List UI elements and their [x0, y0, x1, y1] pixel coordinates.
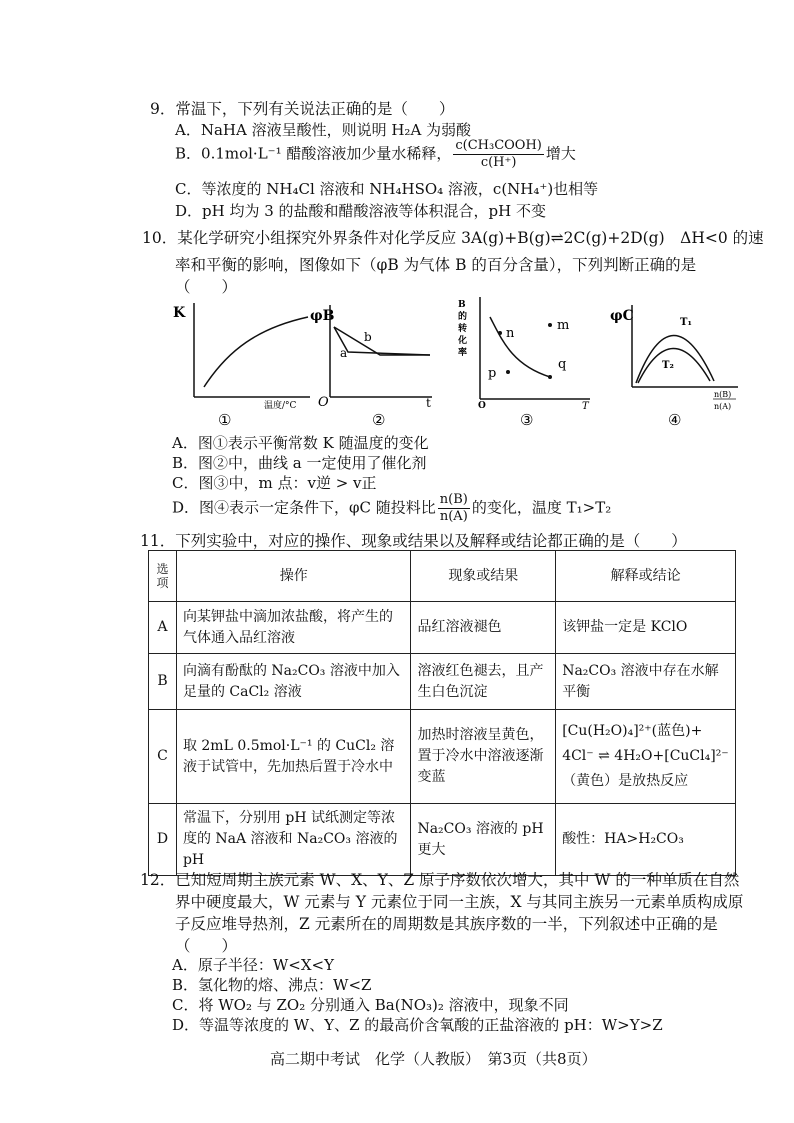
q9-option-b	[175, 138, 576, 171]
q10-option-c: C．图③中，m 点：v逆 > v正	[172, 474, 377, 492]
q10-option-b: B．图②中，曲线 a 一定使用了催化剂	[172, 454, 427, 472]
q10-option-d	[172, 492, 611, 525]
table-row	[149, 804, 736, 876]
q10-option-a: A．图①表示平衡常数 K 随温度的变化	[172, 434, 429, 452]
row-d-operation: 常温下，分别用 pH 试纸测定等浓度的 NaA 溶液和 Na₂CO₃ 溶液的 pH	[176, 804, 411, 876]
row-a-conclusion: 该钾盐一定是 KClO	[556, 602, 736, 654]
graph3-label-p: p	[488, 366, 497, 381]
graph2-curve-a	[334, 327, 430, 355]
q12-option-a: A．原子半径：W<X<Y	[172, 956, 334, 974]
graph4-xlabel-den: n(A)	[714, 402, 732, 411]
q12-stem-line4: （ ）	[175, 937, 238, 955]
graph4-number: ④	[668, 411, 682, 429]
page-footer: 高二期中考试 化学（人教版） 第3页（共8页）	[270, 1050, 597, 1068]
graph3-xlabel: T	[582, 401, 589, 412]
row-b-option: B	[149, 654, 177, 710]
graph-2	[310, 295, 440, 435]
q12-option-b: B．氢化物的熔、沸点：W<Z	[172, 976, 372, 994]
graph3-label-m: m	[557, 318, 570, 333]
graph3-label-q: q	[558, 357, 567, 372]
graph3-point-p	[506, 370, 510, 374]
q10-option-d-text: D．图④表示一定条件下，φC 随投料比	[172, 498, 436, 517]
row-b-phenomenon: 溶液红色褪去，且产生白色沉淀	[411, 654, 556, 710]
graph3-curve	[490, 317, 550, 377]
header-conclusion: 解释或结论	[556, 551, 736, 602]
graph-1	[168, 295, 318, 435]
graph4-ylabel: φC	[610, 308, 634, 324]
q11-table	[148, 550, 736, 876]
graph1-number: ①	[218, 411, 232, 429]
table-row	[149, 654, 736, 710]
table-row	[149, 602, 736, 654]
q9-fraction-den: c(H⁺)	[480, 155, 517, 170]
table-header-row	[149, 551, 736, 602]
q12-option-d: D．等温等浓度的 W、Y、Z 的最高价含氧酸的正盐溶液的 pH：W>Y>Z	[172, 1016, 663, 1034]
graph3-ylabel-2: 的	[458, 312, 468, 322]
graph4-curve-t1	[636, 335, 714, 383]
header-phenomenon: 现象或结果	[411, 551, 556, 602]
row-d-phenomenon: Na₂CO₃ 溶液的 pH 更大	[411, 804, 556, 876]
graph3-point-m	[548, 323, 552, 327]
q9-option-b-text: B．0.1mol·L⁻¹ 醋酸溶液加少量水稀释，	[175, 144, 452, 163]
q10-fraction-num: n(B)	[439, 492, 468, 507]
q12-stem-line1: 12．已知短周期主族元素 W、X、Y、Z 原子序数依次增大，其中 W 的一种单质在自然	[140, 871, 740, 889]
graph2-origin: O	[318, 395, 329, 410]
q12-option-c: C．将 WO₂ 与 ZO₂ 分别通入 Ba(NO₃)₂ 溶液中，现象不同	[172, 996, 569, 1014]
row-d-option: D	[149, 804, 177, 876]
graph3-ylabel-1: B	[458, 300, 466, 310]
row-a-option: A	[149, 602, 177, 654]
row-b-operation: 向滴有酚酞的 Na₂CO₃ 溶液中加入足量的 CaCl₂ 溶液	[176, 654, 411, 710]
q9-option-d: D．pH 均为 3 的盐酸和醋酸溶液等体积混合，pH 不变	[175, 202, 547, 220]
graph3-ylabel-4: 化	[458, 336, 468, 346]
graph2-curve-b	[334, 327, 430, 355]
q9-fraction	[453, 138, 544, 171]
graph2-label-a: a	[340, 346, 348, 360]
graph2-ylabel: φB	[310, 308, 335, 324]
q9-option-a: A．NaHA 溶液呈酸性，则说明 H₂A 为弱酸	[175, 121, 472, 139]
graph3-origin: O	[478, 401, 486, 411]
row-c-operation: 取 2mL 0.5mol·L⁻¹ 的 CuCl₂ 溶液于试管中，先加热后置于冷水中	[176, 710, 411, 804]
graph3-ylabel-3: 转	[458, 324, 468, 334]
q10-fraction-den: n(A)	[439, 509, 468, 524]
row-b-conclusion: Na₂CO₃ 溶液中存在水解平衡	[556, 654, 736, 710]
q9-fraction-num: c(CH₃COOH)	[455, 138, 542, 153]
row-a-operation: 向某钾盐中滴加浓盐酸，将产生的气体通入品红溶液	[176, 602, 411, 654]
q9-option-c: C．等浓度的 NH₄Cl 溶液和 NH₄HSO₄ 溶液，c(NH₄⁺)也相等	[175, 180, 599, 198]
row-c-conclusion: [Cu(H₂O)₄]²⁺(蓝色)+ 4Cl⁻ ⇌ 4H₂O+[CuCl₄]²⁻ （黄色）是放热反应	[556, 710, 736, 804]
graph3-point-q	[548, 375, 552, 379]
graph4-label-t1: T₁	[680, 317, 692, 328]
graph3-ylabel-5: 率	[458, 348, 468, 358]
graph2-label-b: b	[364, 330, 372, 344]
row-d-conclusion: 酸性：HA>H₂CO₃	[556, 804, 736, 876]
q10-stem-line3: （ ）	[175, 278, 238, 296]
graph-3	[450, 295, 600, 435]
table-row	[149, 710, 736, 804]
q9-option-b-end: 增大	[545, 144, 576, 163]
q9-stem: 9．常温下，下列有关说法正确的是（ ）	[150, 100, 455, 118]
graph-4	[610, 295, 750, 435]
q10-fraction	[438, 492, 470, 525]
graph1-curve	[204, 317, 308, 387]
row-a-phenomenon: 品红溶液褪色	[411, 602, 556, 654]
graph4-label-t2: T₂	[662, 360, 674, 371]
row-c-option: C	[149, 710, 177, 804]
q12-stem-line2: 界中硬度最大，W 元素与 Y 元素位于同一主族，X 与其同主族另一元素单质构成原	[175, 893, 744, 911]
graph3-point-n	[498, 331, 502, 335]
graph2-number: ②	[372, 411, 386, 429]
header-option: 选项	[149, 551, 177, 602]
q10-stem-line1: 10．某化学研究小组探究外界条件对化学反应 3A(g)+B(g)⇌2C(g)+2D(g) ΔH<0 的速	[142, 229, 764, 247]
graph1-ylabel: K	[173, 305, 186, 321]
graph2-xlabel: t	[426, 396, 431, 410]
graph3-number: ③	[520, 411, 534, 429]
q12-stem-line3: 子反应堆导热剂，Z 元素所在的周期数是其族序数的一半，下列叙述中正确的是	[175, 915, 718, 933]
row-c-phenomenon: 加热时溶液呈黄色，置于冷水中溶液逐渐变蓝	[411, 710, 556, 804]
q11-stem: 11．下列实验中，对应的操作、现象或结果以及解释或结论都正确的是（ ）	[140, 532, 687, 550]
graph4-xlabel-num: n(B)	[714, 390, 732, 399]
graph3-label-n: n	[506, 326, 515, 341]
header-operation: 操作	[176, 551, 411, 602]
q10-option-d-end: 的变化，温度 T₁>T₂	[471, 498, 612, 517]
graph1-xlabel: 温度/°C	[264, 401, 297, 411]
q10-stem-line2: 率和平衡的影响，图像如下（φB 为气体 B 的百分含量），下列判断正确的是	[175, 256, 697, 274]
